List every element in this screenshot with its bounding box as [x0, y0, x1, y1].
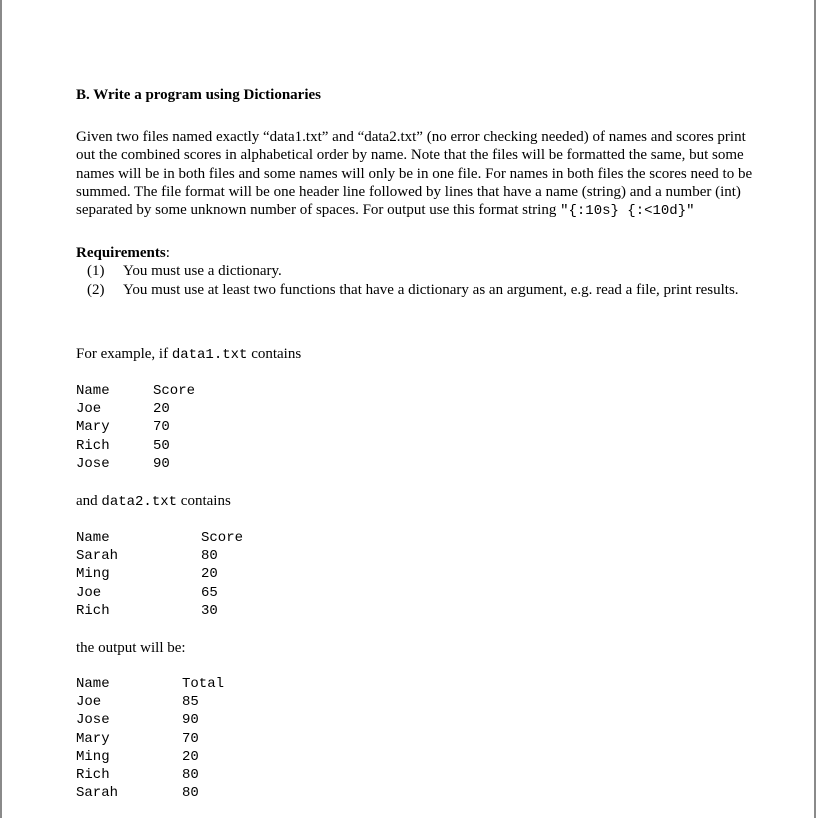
cell-score: 20 [201, 566, 218, 583]
table-row [76, 400, 195, 418]
table-row [76, 418, 195, 436]
data2-table [76, 529, 243, 620]
table-row [76, 437, 195, 455]
column-header-name: Name [76, 383, 110, 399]
table-row [76, 693, 224, 711]
table-row [76, 455, 195, 473]
cell-score: 65 [201, 584, 218, 601]
requirement-item [87, 281, 756, 299]
requirements-list [76, 262, 756, 299]
cell-total: 85 [182, 694, 199, 711]
cell-score: 30 [201, 602, 218, 619]
cell-total: 90 [182, 712, 199, 729]
cell-name: Joe [76, 694, 102, 711]
requirement-text: You must use at least two functions that have a dictionary as an argument, e.g. read a file, print results. [123, 281, 739, 298]
column-header-name: Name [76, 530, 110, 546]
cell-name: Sarah [76, 785, 119, 802]
data1-table [76, 382, 195, 473]
table-row [76, 730, 224, 748]
example1-intro [76, 345, 301, 364]
output-table [76, 675, 224, 802]
column-header-name: Name [76, 676, 110, 692]
table-row [76, 711, 224, 729]
cell-name: Ming [76, 566, 110, 583]
cell-total: 20 [182, 748, 199, 765]
cell-name: Jose [76, 455, 110, 472]
requirements-colon: : [165, 245, 170, 262]
cell-score: 20 [153, 401, 170, 418]
cell-name: Mary [76, 730, 110, 747]
document-content [76, 86, 756, 802]
requirement-item [87, 262, 756, 280]
table-header-row [76, 529, 243, 547]
requirement-number: (1) [87, 263, 105, 280]
cell-name: Joe [76, 401, 102, 418]
table-row [76, 766, 224, 784]
output-intro: the output will be: [76, 640, 186, 656]
table-header-row [76, 382, 195, 400]
requirements-title: Requirements [76, 245, 166, 262]
column-header-score: Score [201, 530, 244, 546]
table-row [76, 784, 224, 802]
table-row [76, 602, 243, 620]
example1-filename: data1.txt [171, 347, 248, 363]
table-row [76, 547, 243, 565]
cell-total: 70 [182, 730, 199, 747]
example2-prefix: and [76, 493, 102, 509]
problem-description [76, 128, 756, 220]
example1-prefix: For example, if [76, 346, 172, 362]
example1-suffix: contains [247, 346, 302, 362]
format-string: "{:10s} {:<10d}" [560, 203, 695, 220]
cell-name: Rich [76, 602, 110, 619]
requirements-heading [76, 244, 756, 262]
cell-total: 80 [182, 767, 199, 784]
column-header-score: Score [153, 383, 196, 399]
table-header-row [76, 675, 224, 693]
description-text: Given two files named exactly “data1.txt” and “data2.txt” (no error checking needed) of names and scores print out the combined scores in alphabetical order by name. Note that the files will be formatted the same, but some names will be in both files and some names will only be in one file. For names in both files the scores need to be summed. The file format will be one header line followed by lines that have a name (string) and a number (int) separated by some unknown number of spaces. For output use this format string [76, 129, 753, 219]
cell-total: 80 [182, 785, 199, 802]
cell-name: Mary [76, 419, 110, 436]
cell-name: Jose [76, 712, 110, 729]
table-row [76, 584, 243, 602]
column-header-total: Total [182, 676, 225, 692]
example2-suffix: contains [177, 493, 231, 509]
cell-name: Rich [76, 767, 110, 784]
requirement-text: You must use a dictionary. [123, 263, 282, 280]
cell-score: 90 [153, 455, 170, 472]
cell-score: 50 [153, 437, 170, 454]
cell-name: Rich [76, 437, 110, 454]
requirement-number: (2) [87, 281, 105, 298]
cell-name: Ming [76, 748, 110, 765]
table-row [76, 748, 224, 766]
cell-name: Joe [76, 584, 102, 601]
example2-intro [76, 492, 231, 511]
cell-score: 70 [153, 419, 170, 436]
section-heading: B. Write a program using Dictionaries [76, 87, 321, 103]
table-row [76, 565, 243, 583]
cell-score: 80 [201, 548, 218, 565]
cell-name: Sarah [76, 548, 119, 565]
example2-filename: data2.txt [101, 494, 178, 510]
